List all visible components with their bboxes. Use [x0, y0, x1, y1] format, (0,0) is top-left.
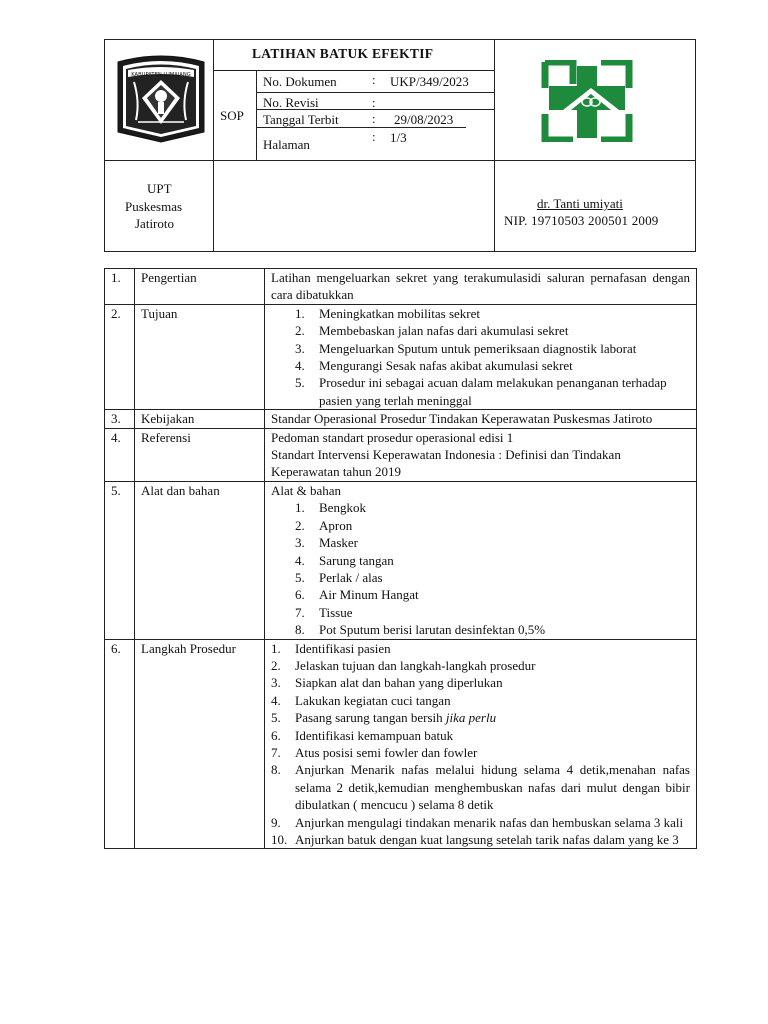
reference-line: Standart Intervensi Keperawatan Indonesia : Definisi dan Tindakan Keperawatan tahun 2019 — [271, 447, 621, 480]
row-content — [265, 639, 697, 849]
colon: : — [372, 129, 376, 144]
list-item: 8. Anjurkan Menarik nafas melalui hidung selama 4 detik,menahan nafas selama 2 detik,kemudian menghembuskan nafas dari mulut dengan bibir dibulatkan ( mencucu ) selama 8 detik — [271, 762, 690, 813]
header-divider — [256, 109, 494, 110]
list-item: 4. Mengurangi Sesak nafas akibat akumulasi sekret — [295, 358, 573, 374]
issue-date-label: Tanggal Terbit — [263, 112, 339, 127]
list-intro: Alat & bahan — [271, 482, 342, 498]
row-label: Langkah Prosedur — [135, 639, 265, 849]
list-item: 5. Pasang sarung tangan bersih jika perlu — [271, 710, 497, 726]
list-item: 10. Anjurkan batuk dengan kuat langsung setelah tarik nafas dalam yang ke 3 — [271, 832, 679, 847]
row-number: 2. — [105, 304, 135, 409]
list-item: 2. Apron — [295, 517, 353, 533]
row-label: Referensi — [135, 428, 265, 481]
colon: : — [372, 111, 376, 126]
table-row — [105, 304, 697, 409]
list-item: 2. Jelaskan tujuan dan langkah-langkah prosedur — [271, 657, 536, 673]
kabupaten-lumajang-emblem — [114, 52, 208, 144]
doc-number-value: UKP/349/2023 — [390, 74, 469, 89]
table-row — [105, 269, 697, 305]
issue-date-value: 29/08/2023 — [394, 112, 454, 127]
page-label: Halaman — [263, 137, 310, 152]
table-row — [105, 481, 697, 639]
list-item: 1. Identifikasi pasien — [271, 640, 391, 656]
row-content — [265, 428, 697, 481]
list-item: 5. Prosedur ini sebagai acuan dalam melakukan penanganan terhadap pasien yang terlah meninggal — [295, 375, 667, 408]
doc-number-label: No. Dokumen — [263, 74, 337, 89]
list-item: 5. Perlak / alas — [295, 569, 383, 585]
row-label: Pengertian — [135, 269, 265, 305]
sop-label: SOP — [220, 108, 244, 123]
row-number: 5. — [105, 481, 135, 639]
list-item: 3. Siapkan alat dan bahan yang diperlukan — [271, 675, 503, 691]
reference-line: Pedoman standart prosedur operasional edisi 1 — [271, 429, 514, 445]
row-number: 6. — [105, 639, 135, 849]
puskesmas-logo — [541, 60, 633, 142]
page-value: 1/3 — [390, 130, 407, 145]
row-content — [265, 304, 697, 409]
header-divider — [256, 70, 257, 160]
org-location: Jatiroto — [135, 216, 174, 231]
document-title: LATIHAN BATUK EFEKTIF — [252, 46, 434, 61]
row-label: Kebijakan — [135, 410, 265, 428]
italic-note: jika perlu — [445, 710, 497, 726]
row-number: 4. — [105, 428, 135, 481]
row-content: Standar Operasional Prosedur Tindakan Keperawatan Puskesmas Jatiroto — [265, 410, 697, 428]
signer-nip: NIP. 19710503 200501 2009 — [504, 213, 659, 228]
header-divider — [256, 127, 466, 128]
row-label: Alat dan bahan — [135, 481, 265, 639]
row-number: 1. — [105, 269, 135, 305]
emblem-text: KABUPATEN LUMAJANG — [131, 72, 191, 78]
list-item: 7. Atus posisi semi fowler dan fowler — [271, 744, 478, 760]
row-content — [265, 481, 697, 639]
list-item: 9. Anjurkan mengulagi tindakan menarik nafas dan hembuskan selama 3 kali — [271, 814, 684, 830]
list-item: 3. Mengeluarkan Sputum untuk pemeriksaan diagnostik laborat — [295, 340, 637, 356]
sop-content-table — [104, 268, 697, 849]
list-item: 7. Tissue — [295, 604, 353, 620]
list-item: 1. Meningkatkan mobilitas sekret — [295, 305, 481, 321]
org-unit: UPT — [147, 181, 172, 196]
list-item: 2. Membebaskan jalan nafas dari akumulasi sekret — [295, 323, 569, 339]
revision-label: No. Revisi — [263, 95, 319, 110]
list-item: 1. Bengkok — [295, 500, 366, 516]
list-item: 4. Lakukan kegiatan cuci tangan — [271, 692, 451, 708]
header-divider — [256, 92, 494, 93]
list-item: 3. Masker — [295, 535, 358, 551]
table-row — [105, 428, 697, 481]
header-divider — [104, 160, 696, 161]
signer-name: dr. Tanti umiyati — [537, 196, 623, 211]
table-row — [105, 410, 697, 428]
row-number: 3. — [105, 410, 135, 428]
list-item: 4. Sarung tangan — [295, 552, 394, 568]
list-item: 6. Identifikasi kemampuan batuk — [271, 727, 454, 743]
list-item: 6. Air Minum Hangat — [295, 587, 419, 603]
org-name: Puskesmas — [125, 199, 183, 214]
row-label: Tujuan — [135, 304, 265, 409]
colon: : — [372, 95, 376, 110]
header-divider — [494, 39, 495, 252]
table-row — [105, 639, 697, 849]
list-item: 8. Pot Sputum berisi larutan desinfektan 0,5% — [295, 622, 546, 638]
colon: : — [372, 72, 376, 87]
row-content: Latihan mengeluarkan sekret yang terakumulasidi saluran pernafasan dengan cara dibatukkan — [265, 269, 697, 305]
